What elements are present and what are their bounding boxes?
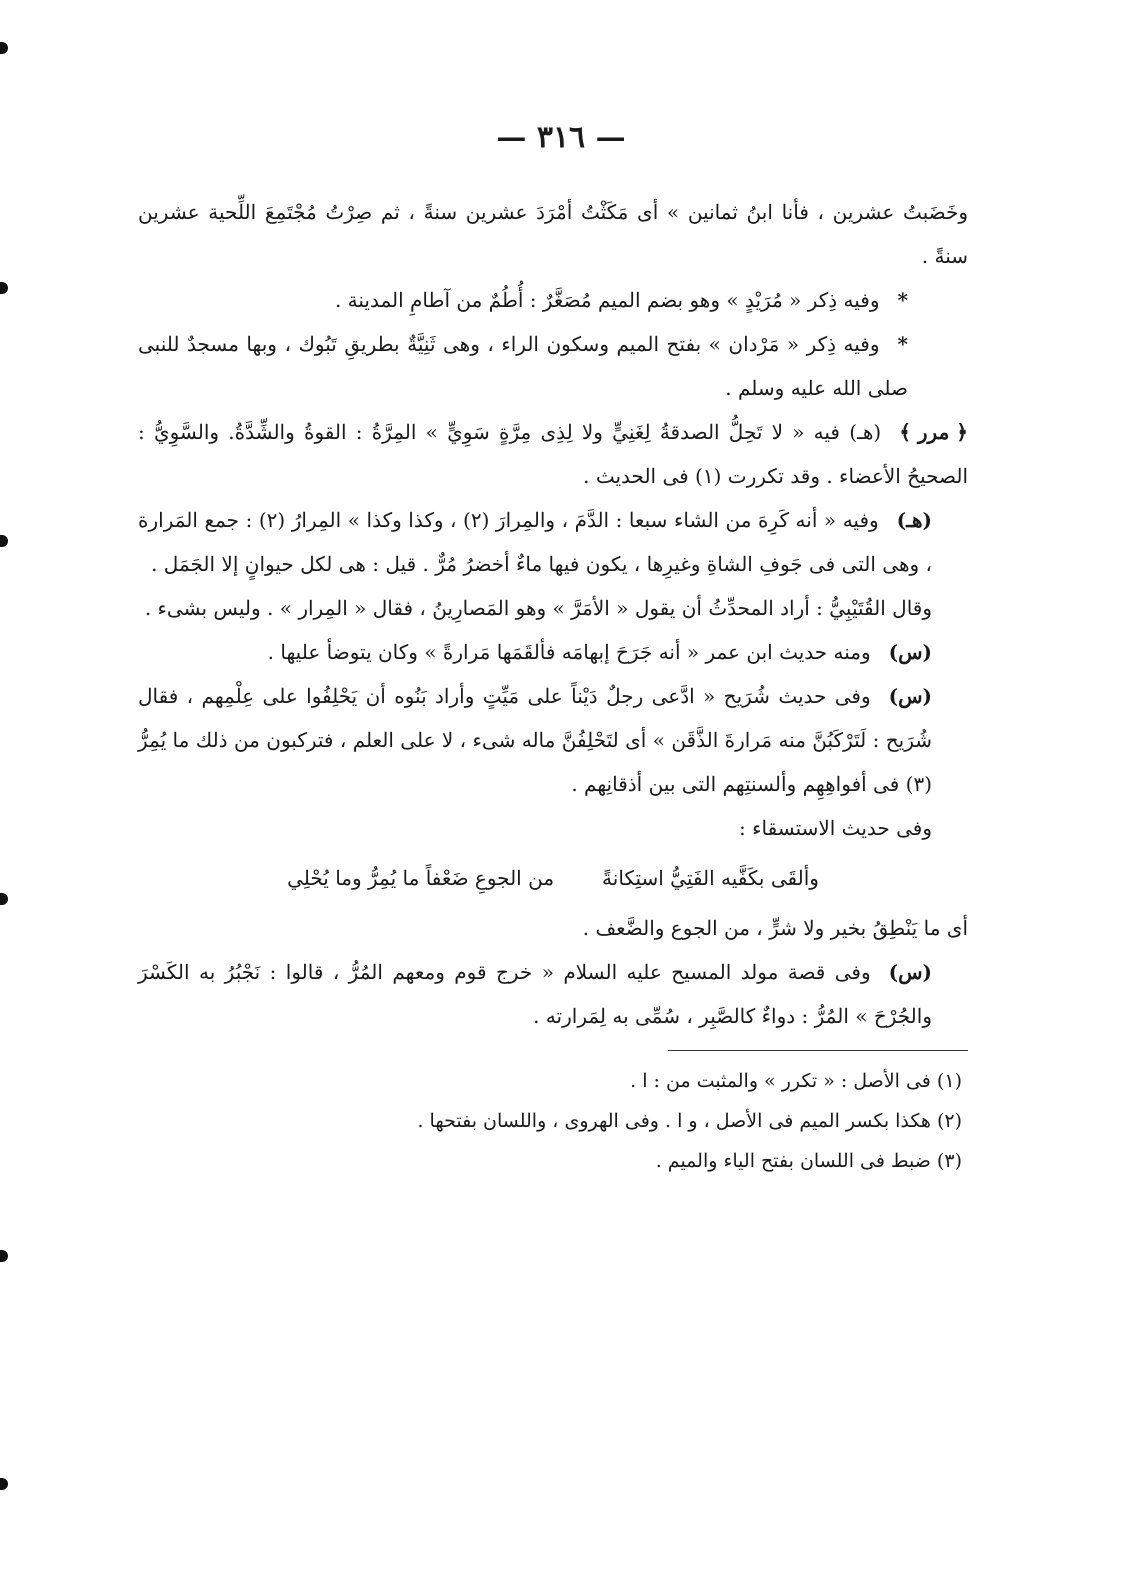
source-marker: (س) [888,640,932,664]
poetry-verse [138,850,968,906]
asterisk-marker: * [897,288,908,312]
paragraph-continuation: وخَضَبتُ عشرين ، فأنا ابنُ ثمانين » أى مَكَثْتُ أمْرَدَ عشرين سنةً ، ثم صِرْتُ مُجْتَمِعَ اللِّحية عشرين سنةً . [138,200,968,268]
scan-edge-mark [0,893,8,905]
verse-second-hemistich: من الجوعِ ضَعْفاً ما يُمِرُّ وما يُحْلِي [287,866,555,890]
paragraph [138,498,968,586]
verse-first-hemistich: وألقَى بكَفَّيه الفَتِيُّ استِكانةً [602,866,819,890]
footnote: (٣) ضبط فى اللسان بفتح الياء والميم . [655,1150,962,1172]
paragraph-text: وفيه ذِكر « مُرَيْدٍ » وهو بضم الميم مُصَغَّرٌ : أُطُمٌ من آطامِ المدينة . [334,288,880,312]
paragraph [138,950,968,1038]
asterisk-marker: * [897,332,908,356]
paragraph [138,674,968,806]
bullet-paragraph [138,278,968,322]
paragraph [138,906,968,950]
paragraph-text: ومنه حديث ابن عمر « أنه جَرَحَ إبهامَه فألقَمَها مَرارةً » وكان يتوضأ عليها . [267,640,871,664]
paragraph [138,586,968,630]
paragraph-text: وقال القُتَيْبِيُّ : أراد المحدِّثُ أن يقول « الأمَرَّ » وهو المَصارِينُ ، فقال « المِرار » . وليس بشىء . [144,596,932,620]
footnote: (٢) هكذا بكسر الميم فى الأصل ، و ا . وفى الهروى ، واللسان بفتحها . [417,1110,962,1132]
entry-headword: ﴿ مرر ﴾ [899,420,968,444]
source-marker: (س) [888,684,932,708]
main-text [138,190,968,1181]
scan-edge-mark [0,282,8,294]
source-marker: (س) [888,960,932,984]
scan-edge-mark [0,535,8,547]
paragraph-text: أى ما يَنْطِقُ بخير ولا شرٍّ ، من الجوع والضَّعف . [582,916,968,940]
scan-edge-mark [0,1250,8,1262]
paragraph-text: وفيه « أنه كَرِهَ من الشاء سبعا : الدَّمَ ، والمِرارَ (٢) ، وكذا وكذا » المِرارُ (٢) : جمع المَرارة ، وهى التى فى جَوفِ الشاةِ وغيرِها ، يكون فيها ماءٌ أخضرُ مُرٌّ . قيل : هى لكل حيوانٍ إلا الجَمَل . [138,508,932,576]
entry-paragraph [138,410,968,498]
paragraph-text: وفيه ذِكر « مَرْدان » بفتح الميم وسكون الراء ، وهى ثَنِيَّةٌ بطريقِ تَبُوك ، وبها مسجدٌ للنبى صلى الله عليه وسلم . [138,332,908,400]
scan-edge-mark [0,42,8,54]
source-marker: (هـ) [896,508,933,532]
footnote: (١) فى الأصل : « تكرر » والمثبت من : ا . [630,1070,962,1092]
bullet-paragraph [138,322,968,410]
footnote-divider [668,1050,968,1051]
paragraph-text: (هـ) فيه « لا تَحِلُّ الصدقةُ لِغَنِيٍّ ولا لِذِى مِرَّةٍ سَوِيٍّ » المِرَّةُ : القوةُ والشِّدَّةُ. والسَّوِيُّ : الصحيحُ الأعضاء . وقد تكررت (١) فى الحديث . [138,420,968,488]
paragraph [138,630,968,674]
paragraph-text: وفى قصة مولد المسيح عليه السلام « خرج قوم ومعهم المُرُّ ، قالوا : نَجْبُرُ به الكَسْرَ والجُرْحَ » المُرُّ : دواءٌ كالصَّبِر ، سُمِّى به لِمَرارته . [138,960,932,1028]
paragraph-text: وفى حديث شُرَيح « ادَّعى رجلٌ دَيْناً على مَيِّتٍ وأراد بَنُوه أن يَحْلِفُوا على عِلْمِهم ، فقال شُرَيح : لَتَرْكَبُنَّ منه مَرارةَ الذَّقَن » أى لتَحْلِفُنَّ ماله شىء ، لا على العلم ، فتركبون من ذلك ما يُمِرُّ (٣) فى أفواهِهِم وألسنتِهم التى بين أذقانِهم . [138,684,933,796]
paragraph-text: وفى حديث الاستسقاء : [739,816,932,840]
page-number: — ٣١٦ — [496,120,626,155]
paragraph [138,806,968,850]
scan-edge-mark [0,1478,8,1490]
